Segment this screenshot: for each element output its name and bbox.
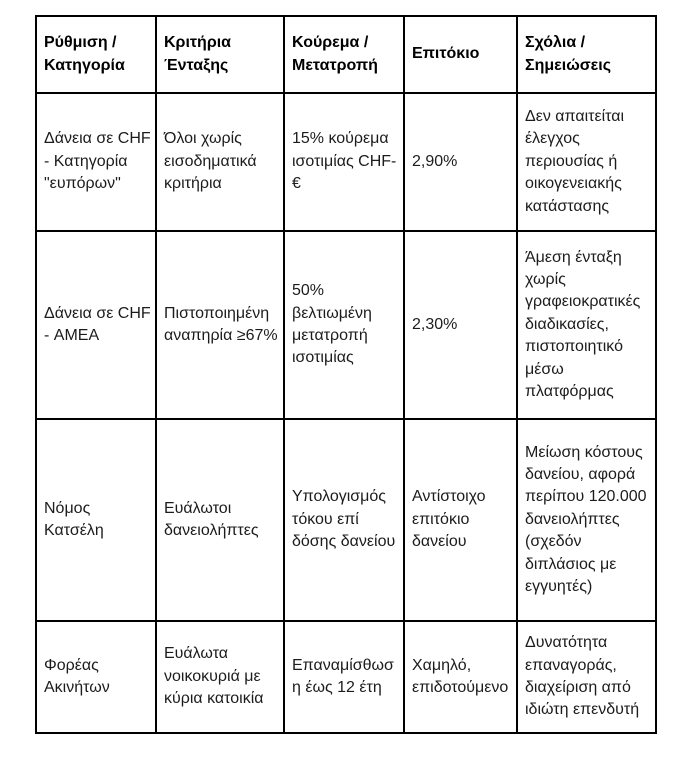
cell-rate: Αντίστοιχο επιτόκιο δανείου (404, 419, 517, 621)
cell-haircut: 50% βελτιωμένη μετατροπή ισοτιμίας (284, 231, 404, 419)
cell-criteria: Ευάλωτα νοικοκυριά με κύρια κατοικία (156, 621, 284, 733)
header-cell-criteria: Κριτήρια Ένταξης (156, 16, 284, 93)
cell-notes: Άμεση ένταξη χωρίς γραφειοκρατικές διαδικασίες, πιστοποιητικό μέσω πλατφόρμας (517, 231, 656, 419)
table-row-chf-amea (36, 231, 656, 419)
table-header-row (36, 16, 656, 93)
table-row-katseli-law (36, 419, 656, 621)
loan-settlement-table (35, 15, 657, 734)
cell-rate: Χαμηλό, επιδοτούμενο (404, 621, 517, 733)
header-cell-category: Ρύθμιση / Κατηγορία (36, 16, 156, 93)
cell-notes: Δυνατότητα επαναγοράς, διαχείριση από ιδιώτη επενδυτή (517, 621, 656, 733)
cell-criteria: Όλοι χωρίς εισοδηματικά κριτήρια (156, 93, 284, 231)
cell-rate: 2,30% (404, 231, 517, 419)
cell-haircut: Επαναμίσθωση έως 12 έτη (284, 621, 404, 733)
cell-haircut: Υπολογισμός τόκου επί δόσης δανείου (284, 419, 404, 621)
cell-notes: Δεν απαιτείται έλεγχος περιουσίας ή οικογενειακής κατάστασης (517, 93, 656, 231)
cell-category: Δάνεια σε CHF - ΑΜΕΑ (36, 231, 156, 419)
cell-category: Φορέας Ακινήτων (36, 621, 156, 733)
cell-rate: 2,90% (404, 93, 517, 231)
table-row-real-estate-body (36, 621, 656, 733)
cell-category: Νόμος Κατσέλη (36, 419, 156, 621)
table-row-chf-affluent (36, 93, 656, 231)
header-cell-notes: Σχόλια / Σημειώσεις (517, 16, 656, 93)
cell-notes: Μείωση κόστους δανείου, αφορά περίπου 120.000 δανειολήπτες (σχεδόν διπλάσιος με εγγυητές) (517, 419, 656, 621)
cell-category: Δάνεια σε CHF - Κατηγορία "ευπόρων" (36, 93, 156, 231)
header-cell-rate: Επιτόκιο (404, 16, 517, 93)
cell-haircut: 15% κούρεμα ισοτιμίας CHF-€ (284, 93, 404, 231)
header-cell-haircut: Κούρεμα / Μετατροπή (284, 16, 404, 93)
cell-criteria: Ευάλωτοι δανειολήπτες (156, 419, 284, 621)
cell-criteria: Πιστοποιημένη αναπηρία ≥67% (156, 231, 284, 419)
